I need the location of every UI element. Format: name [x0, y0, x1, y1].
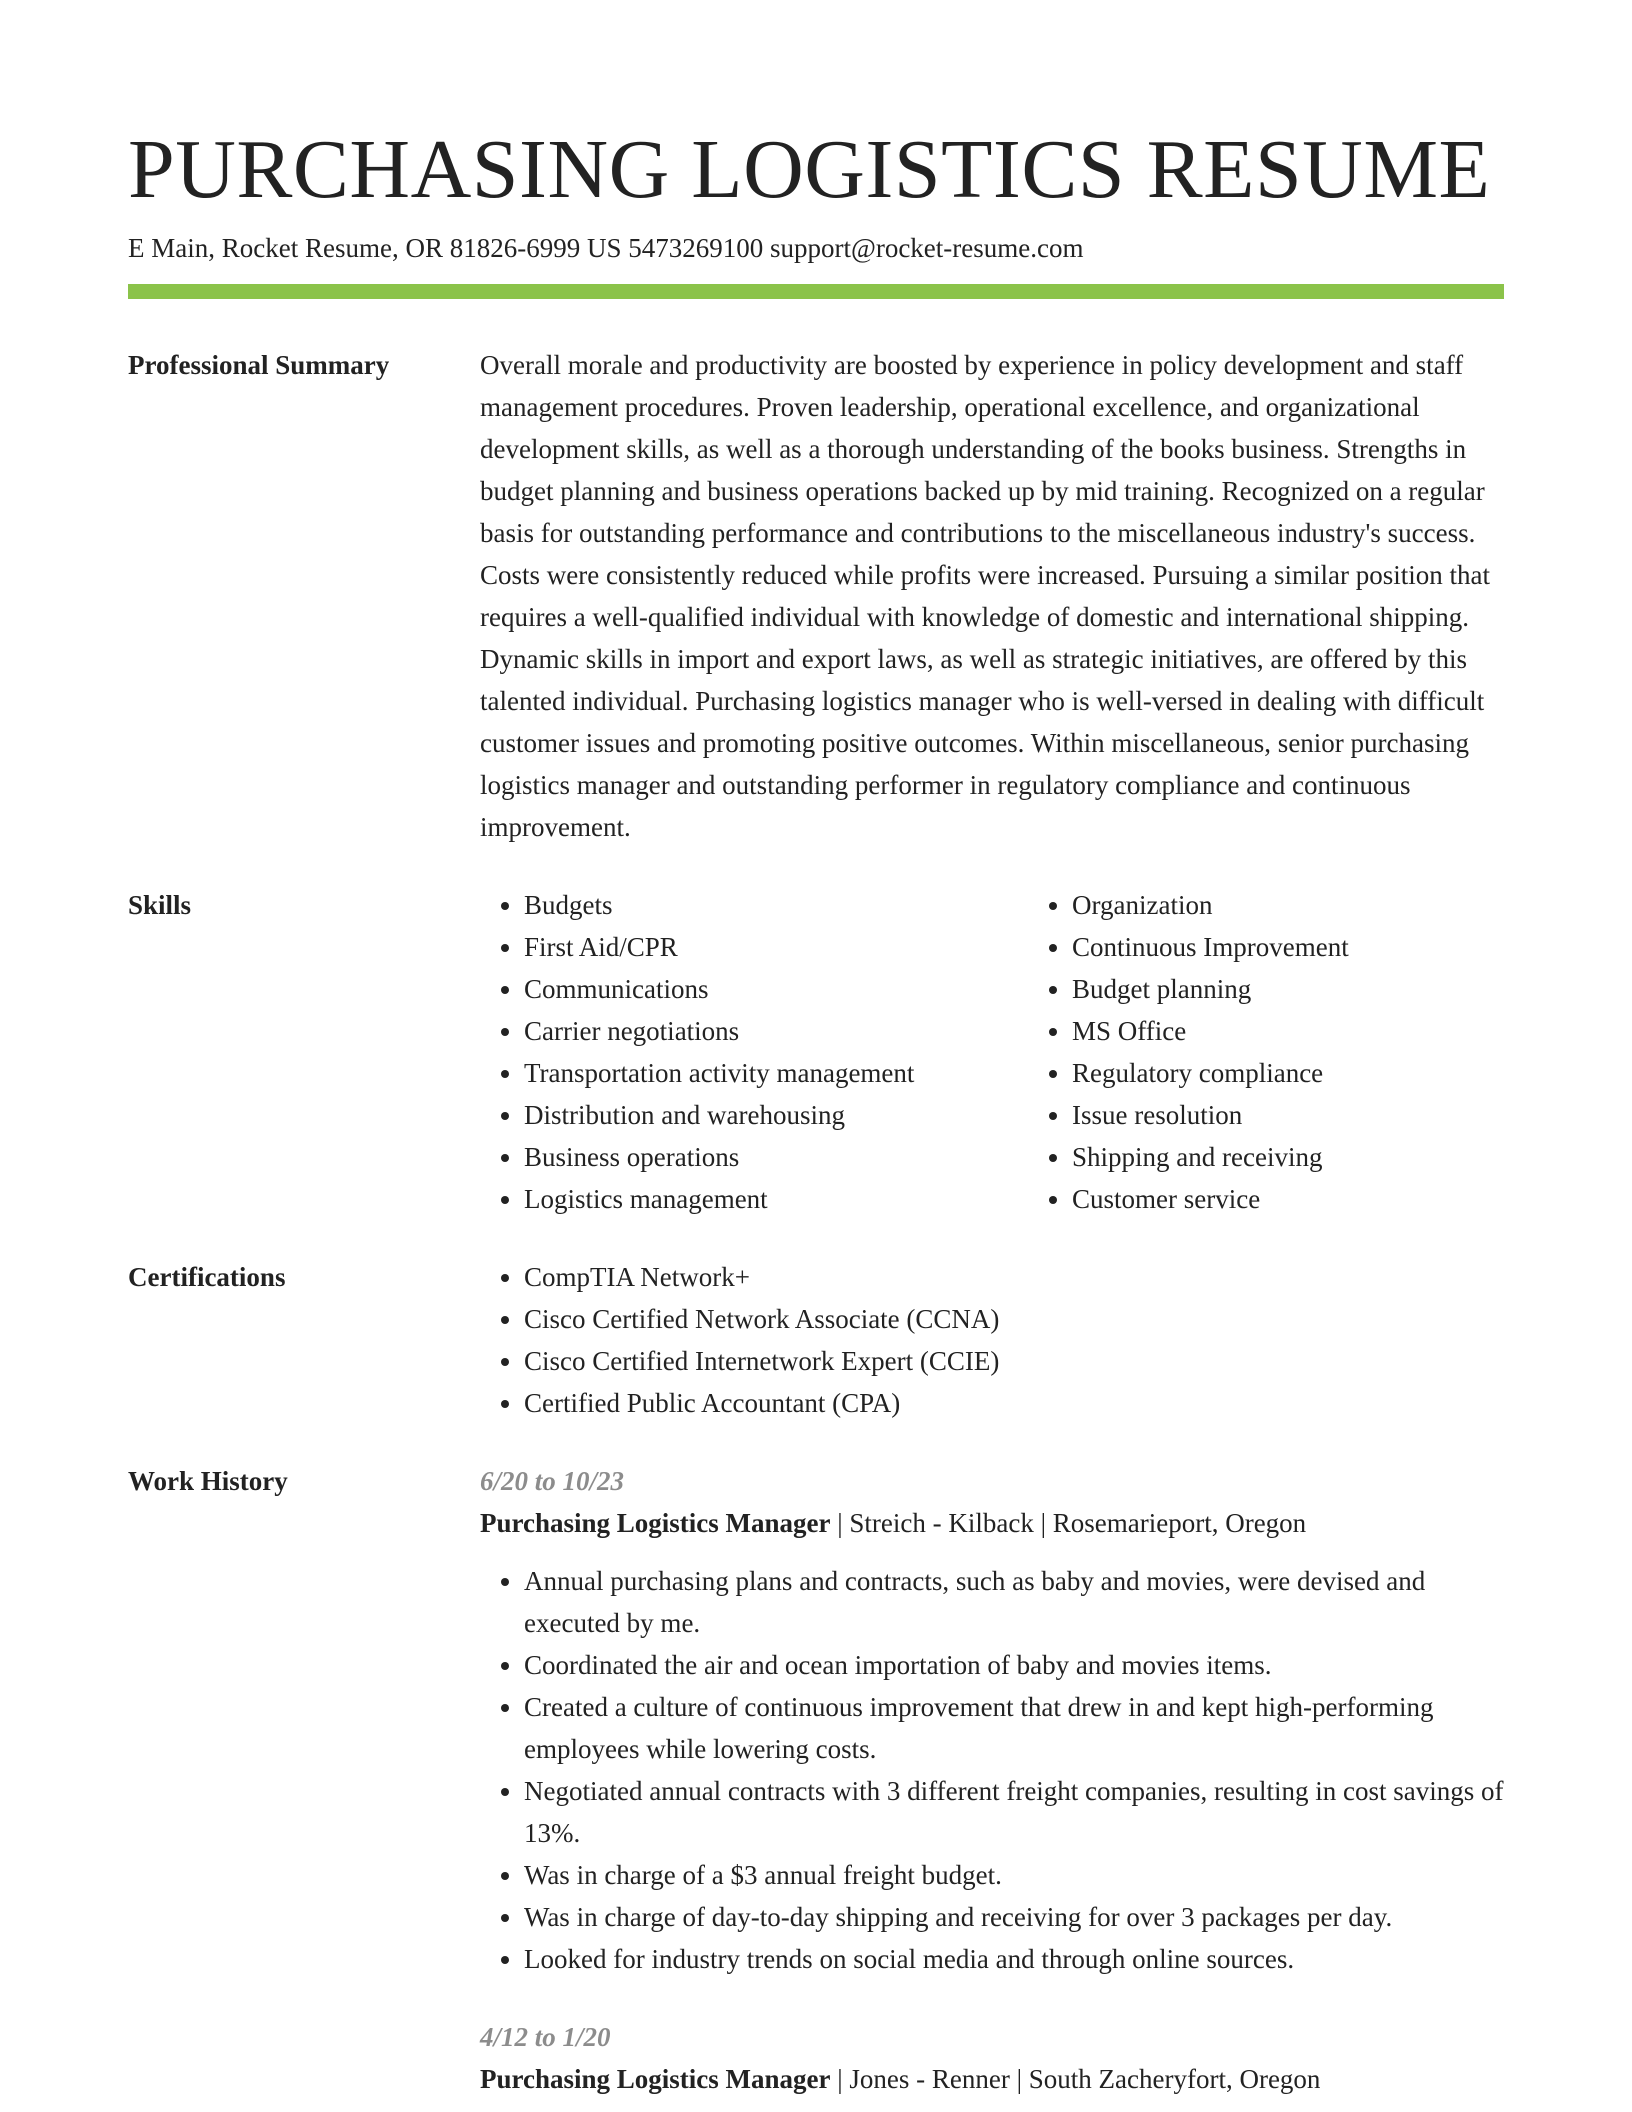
certifications-section [128, 1256, 1504, 1424]
skill-item: • Shipping and receiving [1072, 1136, 1576, 1178]
skill-item: • Carrier negotiations [524, 1010, 1028, 1052]
certifications-list [480, 1256, 1504, 1424]
accent-divider [128, 284, 1504, 299]
job-company-location: | Streich - Kilback | Rosemarieport, Oregon [830, 1508, 1307, 1538]
section-title-work-history: Work History [128, 1466, 288, 1496]
job-bullet: • Looked for industry trends on social media and through online sources. [524, 1938, 1504, 1980]
job-company-location: | Jones - Renner | South Zacheryfort, Oregon [830, 2064, 1321, 2094]
summary-section [128, 344, 1504, 848]
certification-item: • Cisco Certified Network Associate (CCNA) [524, 1298, 1504, 1340]
job-bullet: • Negotiated annual contracts with 3 different freight companies, resulting in cost savings of 13%. [524, 1770, 1504, 1854]
skill-item: • First Aid/CPR [524, 926, 1028, 968]
skills-list-right [1028, 884, 1576, 1220]
job-heading [480, 2058, 1504, 2100]
certification-item: • Cisco Certified Internetwork Expert (CCIE) [524, 1340, 1504, 1382]
resume-page [128, 0, 1504, 2100]
skill-item: • MS Office [1072, 1010, 1576, 1052]
job-bullet: • Created a culture of continuous improvement that drew in and kept high-performing employees while lowering costs. [524, 1686, 1504, 1770]
skill-item: • Organization [1072, 884, 1576, 926]
skill-item: • Issue resolution [1072, 1094, 1576, 1136]
skill-item: • Budget planning [1072, 968, 1576, 1010]
skill-item: • Budgets [524, 884, 1028, 926]
job-bullets [480, 1560, 1504, 1980]
resume-title: PURCHASING LOGISTICS RESUME [128, 123, 1491, 216]
job-bullet: • Coordinated the air and ocean importation of baby and movies items. [524, 1644, 1504, 1686]
job-title: Purchasing Logistics Manager [480, 2064, 831, 2094]
skill-item: • Customer service [1072, 1178, 1576, 1220]
skills-section [128, 884, 1504, 1220]
section-title-skills: Skills [128, 890, 192, 920]
summary-text: Overall morale and productivity are boosted by experience in policy development and staff management procedures. Proven leadership, operational excellence, and organizational development skills, as well as a thorough understanding of the books business. Strengths in budget planning and business operations backed up by mid training. Recognized on a regular basis for outstanding performance and contributions to the miscellaneous industry's success. Costs were consistently reduced while profits were increased. Pursuing a similar position that requires a well-qualified individual with knowledge of domestic and international shipping. Dynamic skills in import and export laws, as well as strategic initiatives, are offered by this talented individual. Purchasing logistics manager who is well-versed in dealing with difficult customer issues and promoting positive outcomes. Within miscellaneous, senior purchasing logistics manager and outstanding performer in regulatory compliance and continuous improvement. [480, 350, 1491, 842]
job-heading [480, 1502, 1504, 1544]
skill-item: • Continuous Improvement [1072, 926, 1576, 968]
job-dates: 4/12 to 1/20 [480, 2022, 611, 2052]
skills-list-left [480, 884, 1028, 1220]
work-history-section [128, 1460, 1504, 2100]
skill-item: • Logistics management [524, 1178, 1028, 1220]
job-bullet: • Was in charge of day-to-day shipping and receiving for over 3 packages per day. [524, 1896, 1504, 1938]
skill-item: • Communications [524, 968, 1028, 1010]
section-title-summary: Professional Summary [128, 350, 390, 380]
job-dates: 6/20 to 10/23 [480, 1466, 625, 1496]
certification-item: • CompTIA Network+ [524, 1256, 1504, 1298]
section-title-certifications: Certifications [128, 1262, 286, 1292]
skill-item: • Regulatory compliance [1072, 1052, 1576, 1094]
job-entry [480, 1460, 1504, 1980]
certification-item: • Certified Public Accountant (CPA) [524, 1382, 1504, 1424]
job-entry [480, 2016, 1504, 2100]
skill-item: • Distribution and warehousing [524, 1094, 1028, 1136]
contact-line: E Main, Rocket Resume, OR 81826-6999 US 5473269100 support@rocket-resume.com [128, 233, 1084, 263]
job-bullet: • Was in charge of a $3 annual freight budget. [524, 1854, 1504, 1896]
skill-item: • Business operations [524, 1136, 1028, 1178]
job-bullet: • Annual purchasing plans and contracts, such as baby and movies, were devised and executed by me. [524, 1560, 1504, 1644]
job-title: Purchasing Logistics Manager [480, 1508, 831, 1538]
skill-item: • Transportation activity management [524, 1052, 1028, 1094]
